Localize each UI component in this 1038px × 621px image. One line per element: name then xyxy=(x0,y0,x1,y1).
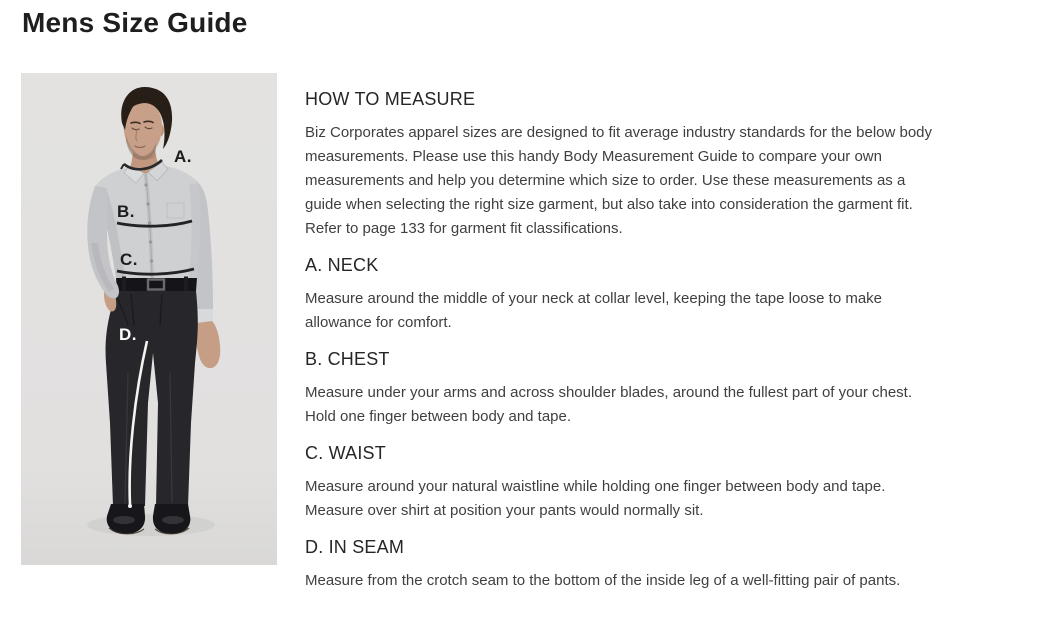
section-heading: D. IN SEAM xyxy=(305,537,405,557)
model-belt xyxy=(116,277,197,293)
label-b-chest: B. xyxy=(117,202,135,221)
label-d-inseam: D. xyxy=(119,325,137,344)
section-waist xyxy=(305,442,941,523)
page-title: Mens Size Guide xyxy=(22,7,248,38)
section-heading: C. WAIST xyxy=(305,443,386,463)
section-neck xyxy=(305,254,941,335)
inseam-line-end xyxy=(128,504,132,508)
section-heading: HOW TO MEASURE xyxy=(305,89,476,109)
section-body: Measure around the middle of your neck at collar level, keeping the tape loose to make allowance for comfort. xyxy=(305,290,883,331)
section-chest xyxy=(305,348,941,429)
floor-shadow xyxy=(87,514,215,536)
section-heading: B. CHEST xyxy=(305,349,390,369)
section-body: Measure from the crotch seam to the bottom of the inside leg of a well-fitting pair of pants. xyxy=(305,572,901,589)
section-heading: A. NECK xyxy=(305,255,379,275)
section-how-to-measure xyxy=(305,88,941,241)
section-body: Measure under your arms and across shoulder blades, around the fullest part of your chest. Hold one finger between body and tape. xyxy=(305,384,912,425)
measure-instructions xyxy=(305,88,941,606)
section-body: Measure around your natural waistline while holding one finger between body and tape. Measure over shirt at position your pants would normally sit. xyxy=(305,478,886,519)
section-body: Biz Corporates apparel sizes are designed to fit average industry standards for the below body measurements. Please use this handy Body Measurement Guide to compare your own measurements and help you determine which size to order. Use these measurements as a guide when selecting the right size garment, but also take into consideration the garment fit. Refer to page 133 for garment fit classifications. xyxy=(305,124,933,237)
measurement-figure xyxy=(21,73,277,565)
model-photo xyxy=(21,73,277,565)
label-c-waist: C. xyxy=(120,250,138,269)
label-a-neck: A. xyxy=(174,147,192,166)
section-inseam xyxy=(305,536,941,593)
